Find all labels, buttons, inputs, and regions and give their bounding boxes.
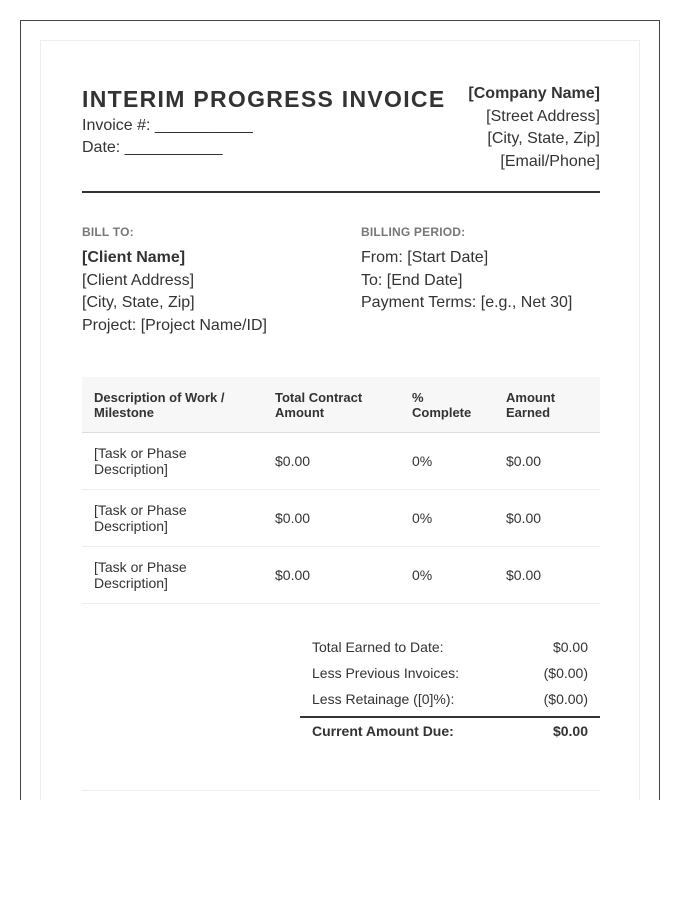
bill-to-label: BILL TO: [82, 225, 134, 239]
previous-invoices-row [300, 662, 600, 688]
table-row [82, 547, 600, 604]
client-address: [Client Address] [82, 271, 195, 289]
previous-invoices-value: ($0.00) [543, 665, 588, 681]
totals-summary [300, 636, 600, 745]
company-contact: [Email/Phone] [500, 152, 600, 170]
billing-period-label: BILLING PERIOD: [361, 225, 466, 239]
total-earned-label: Total Earned to Date: [312, 639, 444, 655]
bill-to-block [82, 247, 267, 338]
invoice-title: INTERIM PROGRESS INVOICE [82, 86, 446, 112]
header-percent-complete: % Complete [412, 390, 472, 420]
invoice-number-field: Invoice #: ___________ [82, 117, 253, 134]
row-description: [Task or Phase Description] [94, 559, 187, 591]
period-to: To: [End Date] [361, 271, 463, 289]
invoice-date-field: Date: ___________ [82, 139, 223, 156]
retainage-value: ($0.00) [543, 691, 588, 707]
retainage-label: Less Retainage ([0]%): [312, 691, 455, 707]
row-contract-amount: $0.00 [275, 510, 311, 526]
row-percent-complete: 0% [412, 510, 433, 526]
table-row [82, 433, 600, 490]
header-contract-amount: Total Contract Amount [275, 390, 363, 420]
row-percent-complete: 0% [412, 453, 433, 469]
amount-due-label: Current Amount Due: [312, 723, 454, 739]
billing-period-block [361, 247, 572, 315]
total-earned-value: $0.00 [552, 639, 588, 655]
retainage-row [300, 688, 600, 714]
company-city: [City, State, Zip] [487, 130, 600, 147]
row-amount-earned: $0.00 [506, 567, 542, 583]
payment-terms: Payment Terms: [e.g., Net 30] [361, 294, 573, 312]
client-city: [City, State, Zip] [82, 294, 195, 312]
company-name: [Company Name] [468, 85, 600, 102]
table-header [82, 377, 600, 433]
company-street: [Street Address] [486, 107, 600, 125]
row-amount-earned: $0.00 [506, 453, 542, 469]
footer-divider [82, 790, 600, 791]
previous-invoices-label: Less Previous Invoices: [312, 665, 460, 681]
amount-due-value: $0.00 [552, 723, 588, 739]
row-description: [Task or Phase Description] [94, 445, 187, 477]
company-info [468, 83, 600, 173]
amount-due-row [300, 716, 600, 745]
progress-table [82, 377, 600, 604]
row-contract-amount: $0.00 [275, 453, 311, 469]
row-description: [Task or Phase Description] [94, 502, 187, 534]
row-contract-amount: $0.00 [275, 567, 311, 583]
table-row [82, 490, 600, 547]
header-description: Description of Work / Milestone [94, 390, 225, 420]
header-divider [82, 191, 600, 193]
row-amount-earned: $0.00 [506, 510, 542, 526]
client-name: [Client Name] [82, 249, 186, 266]
total-earned-row [300, 636, 600, 662]
project-line: Project: [Project Name/ID] [82, 317, 267, 335]
header-amount-earned: Amount Earned [506, 390, 556, 420]
period-from: From: [Start Date] [361, 249, 489, 266]
row-percent-complete: 0% [412, 567, 433, 583]
